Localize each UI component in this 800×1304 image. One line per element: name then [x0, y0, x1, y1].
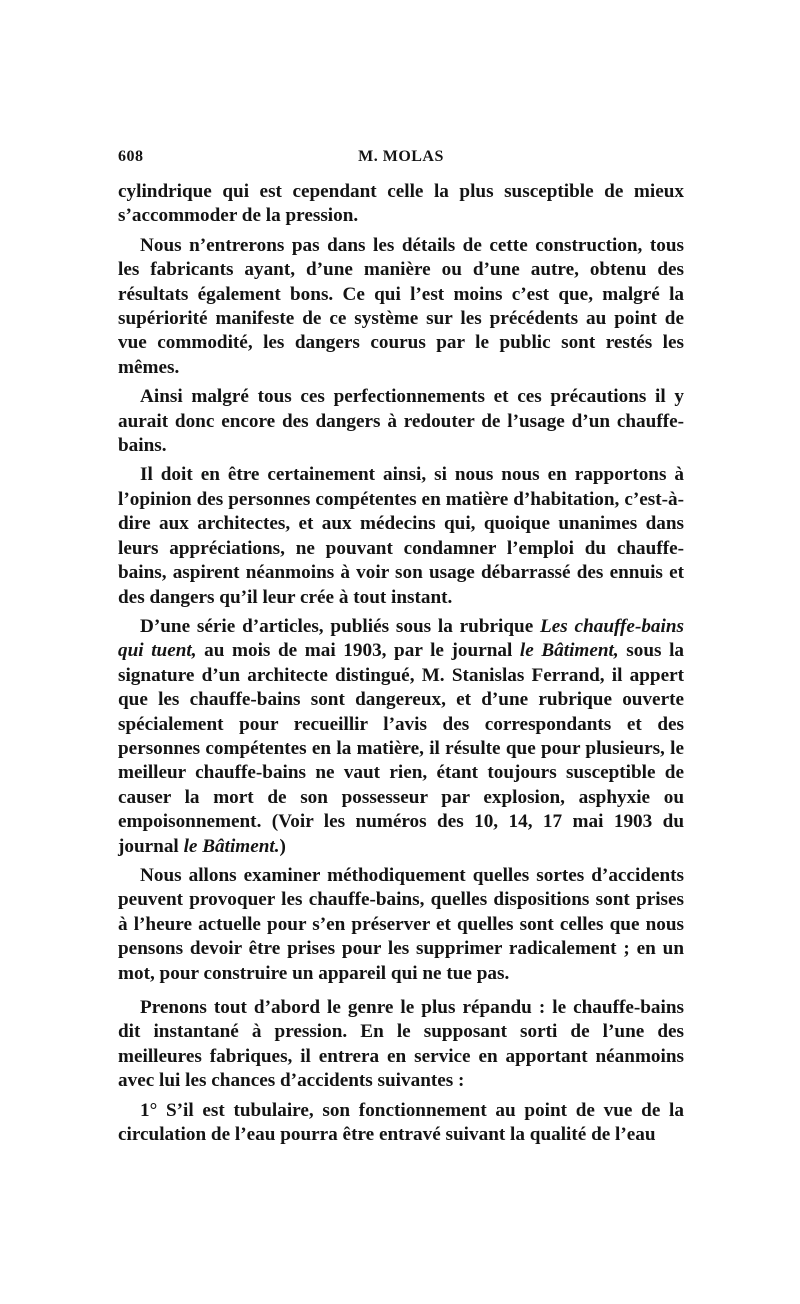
- page-number: 608: [118, 148, 144, 165]
- italic-text: le Bâtiment.: [183, 835, 280, 857]
- text-run: Il doit en être certainement ainsi, si nous nous en rapportons à l’opinion des personnes compétentes en matière d’habitation, c’est-à-dire aux architectes, et aux médecins qui, quoique unanimes dans leurs appréciations, ne pouvant condamner l’emploi du chauffe-bains, aspirent néanmoins à voir son usage débarrassé des ennuis et des dangers qu’il leur crée à tout instant.: [118, 464, 684, 608]
- text-run: Prenons tout d’abord le genre le plus répandu : le chauffe-bains dit instantané à pression. En le supposant sorti de l’une des meilleures fabriques, il entrera en service en apportant néanmoins avec lui les chances d’accidents suivantes :: [118, 997, 684, 1092]
- text-run: cylindrique qui est cependant celle la plus susceptible de mieux s’accommoder de la pression.: [118, 181, 684, 227]
- text-run: Nous allons examiner méthodiquement quelles sortes d’accidents peuvent provoquer les chauffe-bains, quelles dispositions sont prises à l’heure actuelle pour s’en préserver et quelles sont celles que nous pensons devoir être prises pour les supprimer radicalement ; en un mot, pour construire un appareil qui ne tue pas.: [118, 864, 684, 984]
- running-header: [118, 148, 684, 170]
- document-page: [118, 148, 684, 1152]
- paragraph: [118, 463, 684, 609]
- italic-text: le Bâtiment,: [519, 640, 619, 662]
- paragraph: [118, 1099, 684, 1148]
- text-run: sous la signature d’un architecte distingué, M. Stanislas Ferrand, il appert que les chauffe-bains sont dangereux, et d’une rubrique ouverte spécialement pour recueillir l’avis des correspondants et des personnes compétentes en la matière, il résulte que pour plusieurs, le meilleur chauffe-bains ne vaut rien, étant toujours susceptible de causer la mort de son possesseur par explosion, asphyxie ou empoisonnement. (Voir les numéros des 10, 14, 17 mai 1903 du journal: [118, 640, 685, 857]
- paragraph: [118, 180, 684, 229]
- italic-text: Les chauffe-bains qui tuent,: [118, 615, 684, 662]
- text-run: D’une série d’articles, publiés sous la rubrique: [140, 615, 541, 637]
- text-run: Ainsi malgré tous ces perfectionnements et ces précautions il y aurait donc encore des dangers à redouter de l’usage d’un chauffe-bains.: [118, 386, 684, 457]
- paragraph: [118, 615, 684, 859]
- text-run: 1° S’il est tubulaire, son fonctionnement au point de vue de la circulation de l’eau pourra être entravé suivant la qualité de l’eau: [118, 1099, 684, 1146]
- body-text: [118, 180, 684, 1147]
- paragraph: [118, 864, 684, 986]
- running-title: M. MOLAS: [358, 148, 444, 165]
- paragraph: [118, 996, 684, 1094]
- paragraph: [118, 234, 684, 380]
- text-run: ): [279, 835, 286, 857]
- text-run: Nous n’entrerons pas dans les détails de cette construction, tous les fabricants ayant, d’une manière ou d’une autre, obtenu des résultats également bons. Ce qui l’est moins c’est que, malgré la supériorité manifeste de ce système sur les précédents au point de vue commodité, les dangers courus par le public sont restés les mêmes.: [118, 234, 684, 378]
- paragraph: [118, 385, 684, 458]
- text-run: au mois de mai 1903, par le journal: [196, 640, 520, 662]
